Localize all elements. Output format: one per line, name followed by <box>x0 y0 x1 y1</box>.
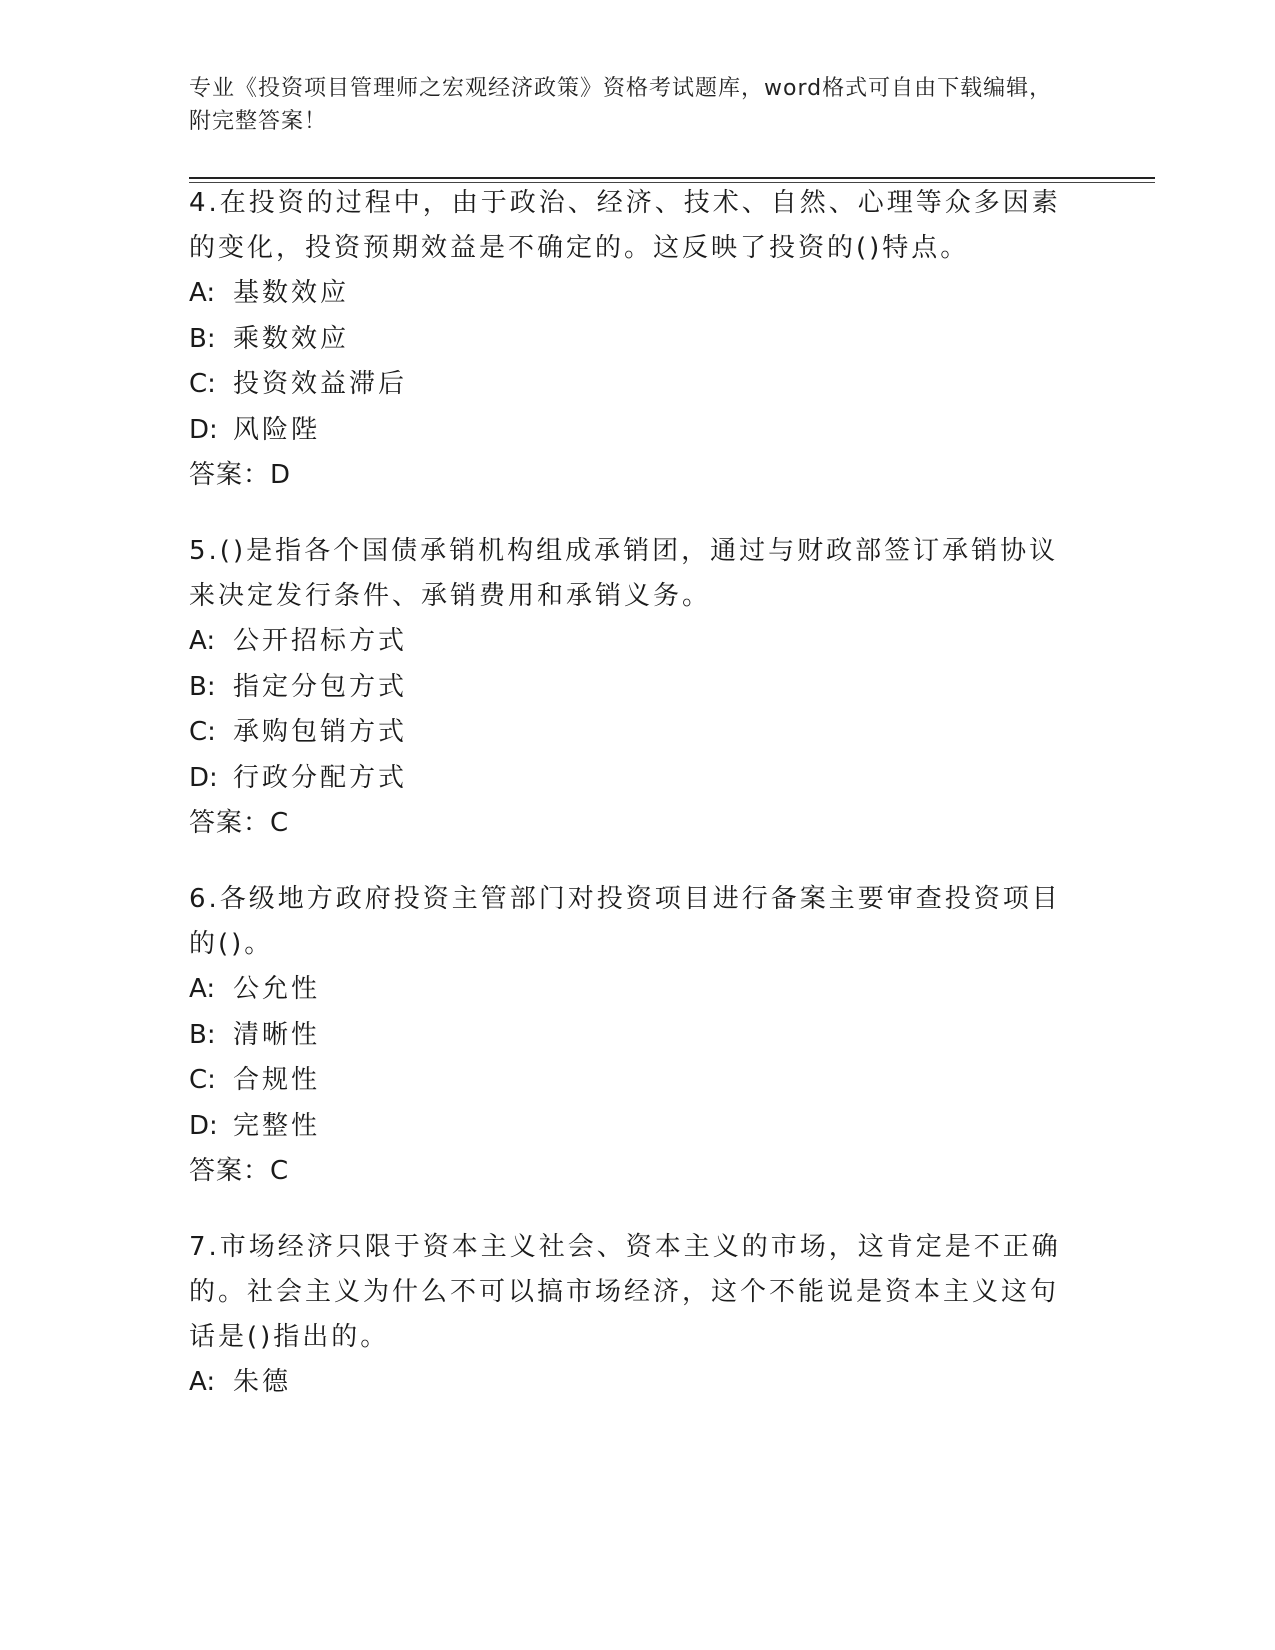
question-stem: 5.()是指各个国债承销机构组成承销团，通过与财政部签订承销协议来决定发行条件、承销费用和承销义务。 <box>189 536 1059 611</box>
option-letter: B: <box>189 671 216 702</box>
answer-line: 答案：D <box>189 460 292 490</box>
option-text: 乘数效应 <box>233 323 350 354</box>
option-d <box>189 1104 1069 1150</box>
question-6 <box>189 877 1069 1195</box>
option-text: 基数效应 <box>233 278 350 308</box>
option-letter: D: <box>189 414 218 445</box>
question-stem: 4.在投资的过程中，由于政治、经济、技术、自然、心理等众多因素的变化，投资预期效益是不确定的。这反映了投资的()特点。 <box>189 188 1061 263</box>
document-header: 专业《投资项目管理师之宏观经济政策》资格考试题库，word格式可自由下载编辑，附完整答案！ <box>189 76 1053 134</box>
option-text: 合规性 <box>233 1065 321 1095</box>
option-text: 承购包销方式 <box>233 717 408 747</box>
question-stem: 7.市场经济只限于资本主义社会、资本主义的市场，这肯定是不正确的。社会主义为什么不可以搞市场经济，这个不能说是资本主义这句话是()指出的。 <box>189 1232 1061 1352</box>
option-c <box>189 1058 1069 1104</box>
option-letter: A: <box>189 1367 216 1397</box>
option-letter: C: <box>189 369 216 399</box>
option-text: 清晰性 <box>233 1019 321 1050</box>
option-text: 行政分配方式 <box>233 762 408 793</box>
option-letter: A: <box>189 626 216 656</box>
option-b <box>189 1013 1069 1059</box>
option-letter: B: <box>189 1019 216 1050</box>
question-stem: 6.各级地方政府投资主管部门对投资项目进行备案主要审查投资项目的()。 <box>189 884 1061 959</box>
question-4 <box>189 181 1069 499</box>
answer-line: 答案：C <box>189 1156 290 1186</box>
option-text: 公允性 <box>233 974 321 1004</box>
header-divider-thick <box>189 177 1155 179</box>
question-5 <box>189 529 1069 847</box>
option-c <box>189 710 1069 756</box>
option-d <box>189 756 1069 802</box>
option-letter: A: <box>189 974 216 1004</box>
option-letter: A: <box>189 278 216 308</box>
option-text: 完整性 <box>233 1110 321 1141</box>
option-text: 公开招标方式 <box>233 626 408 656</box>
option-letter: B: <box>189 323 216 354</box>
option-a <box>189 967 1069 1013</box>
option-text: 风险陛 <box>233 414 321 445</box>
option-a <box>189 271 1069 317</box>
option-d <box>189 408 1069 454</box>
option-letter: C: <box>189 1065 216 1095</box>
option-a <box>189 1360 1069 1406</box>
option-a <box>189 619 1069 665</box>
option-b <box>189 317 1069 363</box>
option-b <box>189 665 1069 711</box>
option-letter: D: <box>189 1110 218 1141</box>
answer-line: 答案：C <box>189 808 290 838</box>
option-text: 投资效益滞后 <box>233 369 408 399</box>
question-7 <box>189 1225 1069 1406</box>
option-c <box>189 362 1069 408</box>
option-text: 指定分包方式 <box>233 671 408 702</box>
option-letter: C: <box>189 717 216 747</box>
option-letter: D: <box>189 762 218 793</box>
option-text: 朱德 <box>233 1367 292 1397</box>
